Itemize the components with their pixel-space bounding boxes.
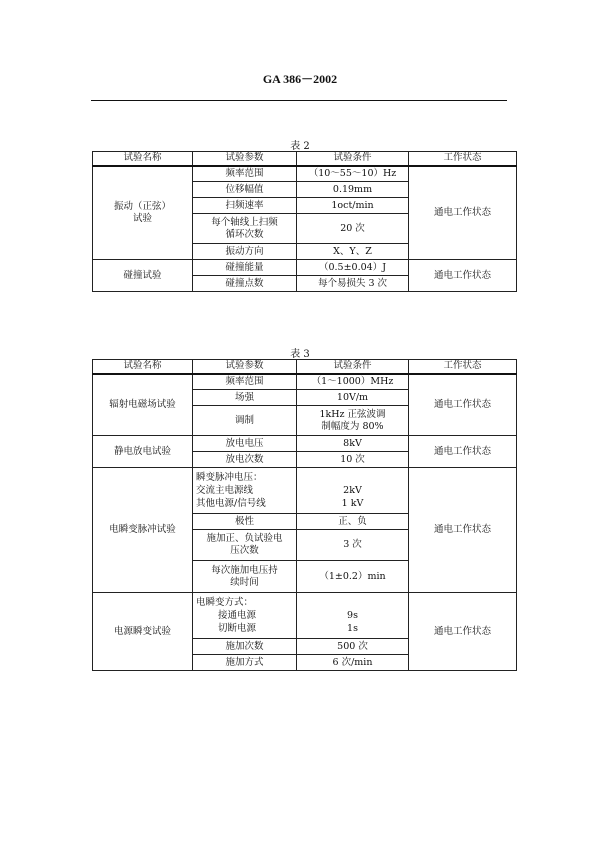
state-cell: 通电工作状态 bbox=[409, 468, 517, 593]
condition-cell: （10～55～10）Hz bbox=[297, 166, 409, 182]
condition-cell: （0.5±0.04）J bbox=[297, 260, 409, 276]
table2 bbox=[92, 151, 517, 292]
sub-condition-value: 2kV bbox=[343, 485, 362, 496]
param-cell: 频率范围 bbox=[193, 166, 297, 182]
state-cell: 通电工作状态 bbox=[409, 374, 517, 436]
param-cell: 碰撞能量 bbox=[193, 260, 297, 276]
condition-cell: 10 次 bbox=[297, 452, 409, 468]
condition-cell: （1～1000）MHz bbox=[297, 374, 409, 390]
test-name-burst: 电瞬变脉冲试验 bbox=[93, 468, 193, 593]
param-cell: 每次施加电压持 续时间 bbox=[193, 561, 297, 593]
condition-cell: 8kV bbox=[297, 436, 409, 452]
state-cell: 通电工作状态 bbox=[409, 436, 517, 468]
condition-cell: X、Y、Z bbox=[297, 244, 409, 260]
table3-header-state: 工作状态 bbox=[409, 360, 517, 374]
table2-header-state: 工作状态 bbox=[409, 152, 517, 166]
param-group-label: 瞬变脉冲电压： bbox=[196, 472, 263, 483]
param-cell: 放电次数 bbox=[193, 452, 297, 468]
param-cell: 极性 bbox=[193, 514, 297, 530]
table3-header-name: 试验名称 bbox=[93, 360, 193, 374]
table2-header-condition: 试验条件 bbox=[297, 152, 409, 166]
condition-group-cell bbox=[297, 468, 409, 514]
param-group-cell bbox=[193, 468, 297, 514]
condition-cell: 20 次 bbox=[297, 214, 409, 244]
state-cell: 通电工作状态 bbox=[409, 260, 517, 292]
condition-cell: 1oct/min bbox=[297, 198, 409, 214]
param-cell: 碰撞点数 bbox=[193, 276, 297, 292]
table3-caption: 表 3 bbox=[290, 349, 310, 360]
sub-param-label: 切断电源 bbox=[218, 623, 257, 634]
test-name-radiated-field: 辐射电磁场试验 bbox=[93, 374, 193, 436]
test-name-esd: 静电放电试验 bbox=[93, 436, 193, 468]
table3 bbox=[92, 359, 517, 671]
condition-cell: 3 次 bbox=[297, 530, 409, 561]
document-standard-number: GA 386－2002 bbox=[262, 72, 338, 86]
state-cell: 通电工作状态 bbox=[409, 166, 517, 260]
table3-header-param: 试验参数 bbox=[193, 360, 297, 374]
sub-condition-value: 1s bbox=[347, 623, 358, 634]
table2-header-param: 试验参数 bbox=[193, 152, 297, 166]
sub-param-label: 接通电源 bbox=[218, 610, 257, 621]
condition-cell: 每个易损失 3 次 bbox=[297, 276, 409, 292]
param-cell: 调制 bbox=[193, 406, 297, 436]
param-cell: 场强 bbox=[193, 390, 297, 406]
state-cell: 通电工作状态 bbox=[409, 593, 517, 671]
condition-cell: 500 次 bbox=[297, 639, 409, 655]
param-cell: 振动方向 bbox=[193, 244, 297, 260]
param-cell: 施加次数 bbox=[193, 639, 297, 655]
sub-param-label: 交流主电源线 bbox=[196, 485, 254, 496]
param-cell: 每个轴线上扫频 循环次数 bbox=[193, 214, 297, 244]
condition-cell: 0.19mm bbox=[297, 182, 409, 198]
test-name-bump: 碰撞试验 bbox=[93, 260, 193, 292]
sub-param-label: 其他电源/信号线 bbox=[196, 498, 266, 509]
param-group-cell bbox=[193, 593, 297, 639]
condition-cell: 6 次/min bbox=[297, 655, 409, 671]
param-cell: 施加方式 bbox=[193, 655, 297, 671]
param-group-label: 电瞬变方式： bbox=[196, 597, 254, 608]
param-cell: 位移幅值 bbox=[193, 182, 297, 198]
table3-header-condition: 试验条件 bbox=[297, 360, 409, 374]
condition-cell: 1kHz 正弦波调 制幅度为 80% bbox=[297, 406, 409, 436]
param-cell: 放电电压 bbox=[193, 436, 297, 452]
table2-caption: 表 2 bbox=[290, 141, 310, 152]
param-cell: 扫频速率 bbox=[193, 198, 297, 214]
test-name-vibration: 振动（正弦） 试验 bbox=[93, 166, 193, 260]
table2-header-name: 试验名称 bbox=[93, 152, 193, 166]
param-cell: 施加正、负试验电 压次数 bbox=[193, 530, 297, 561]
condition-group-cell bbox=[297, 593, 409, 639]
condition-cell: 10V/m bbox=[297, 390, 409, 406]
sub-condition-value: 1 kV bbox=[341, 498, 364, 509]
test-name-power-transient: 电源瞬变试验 bbox=[93, 593, 193, 671]
condition-cell: （1±0.2）min bbox=[297, 561, 409, 593]
header-rule bbox=[91, 100, 507, 101]
condition-cell: 正、负 bbox=[297, 514, 409, 530]
sub-condition-value: 9s bbox=[347, 610, 358, 621]
param-cell: 频率范围 bbox=[193, 374, 297, 390]
